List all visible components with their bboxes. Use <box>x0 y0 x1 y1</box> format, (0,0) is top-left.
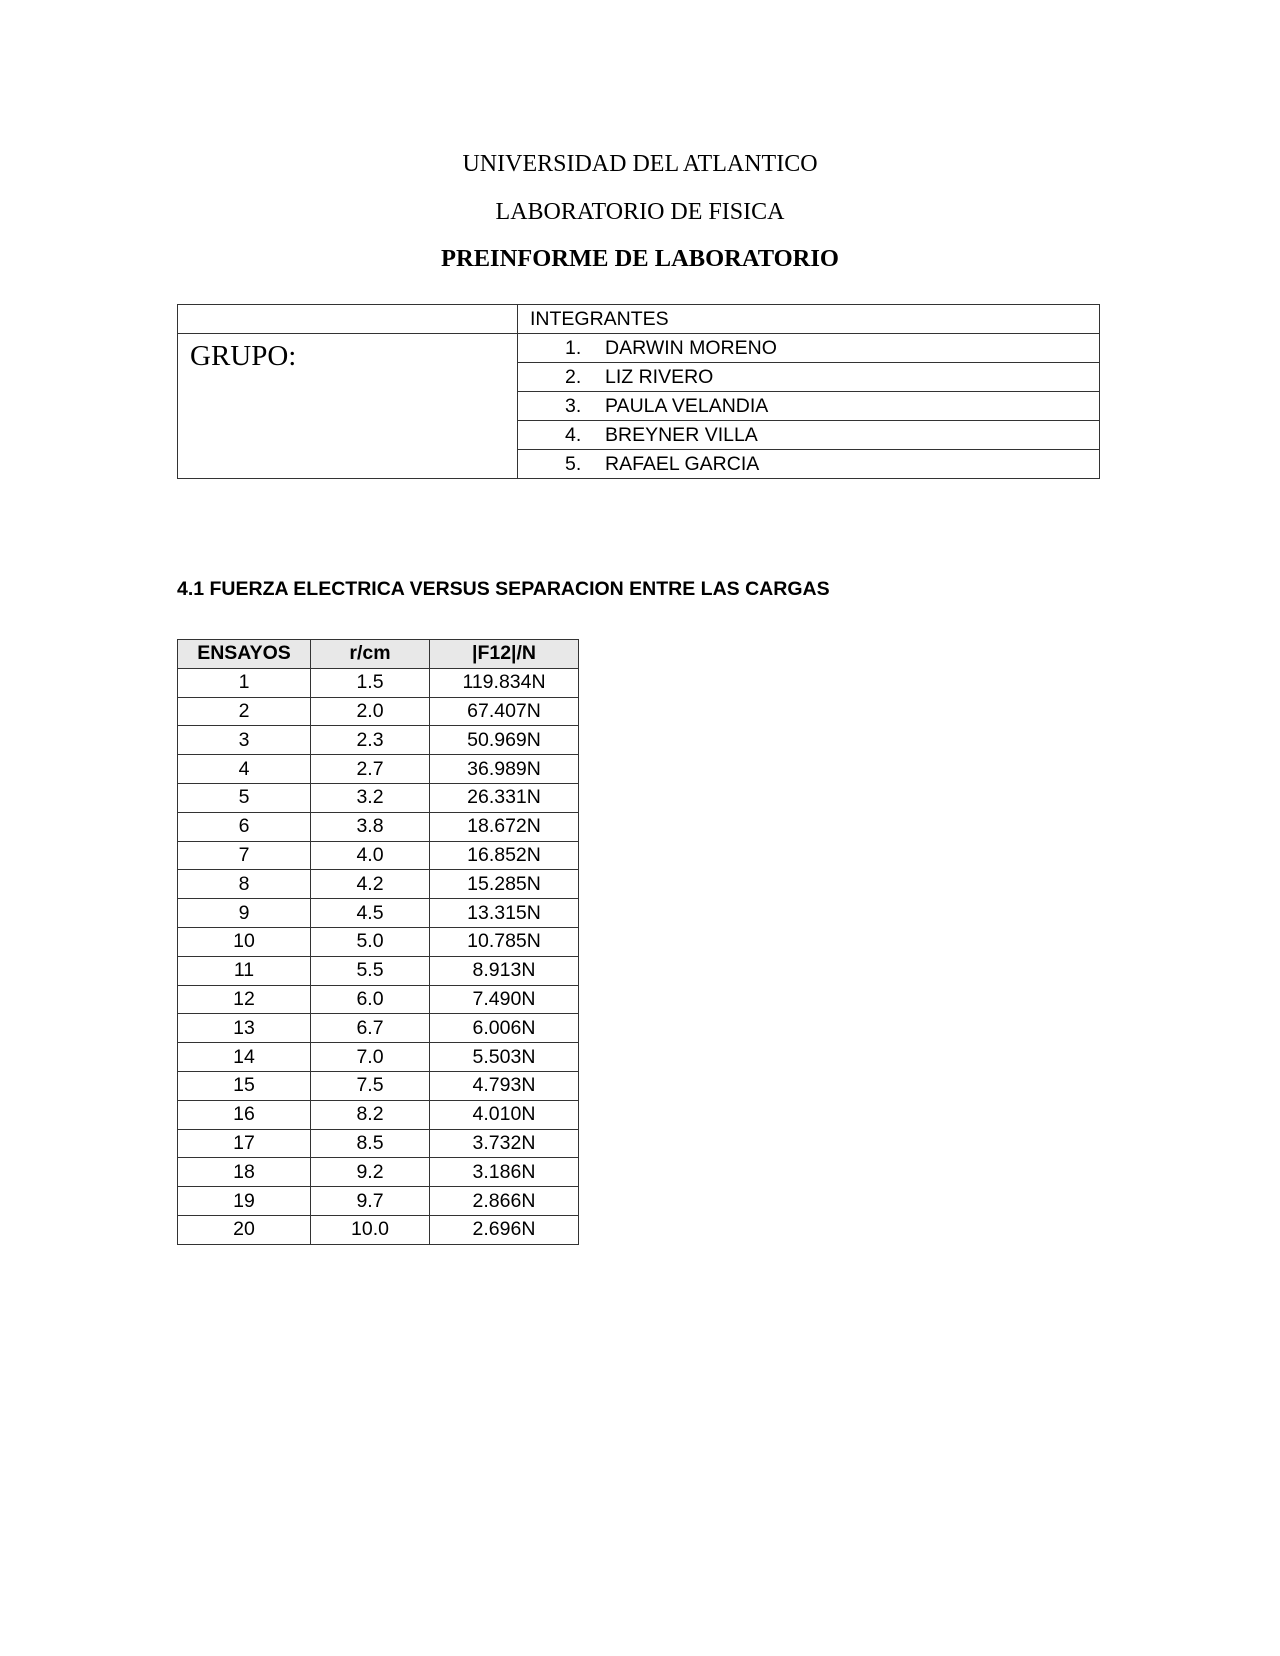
cell-ensayo: 10 <box>178 927 311 956</box>
group-members-table <box>177 304 1100 479</box>
table-row <box>178 956 579 985</box>
table-row <box>178 697 579 726</box>
cell-r: 8.5 <box>311 1129 430 1158</box>
cell-ensayo: 9 <box>178 899 311 928</box>
table-row <box>178 1187 579 1216</box>
cell-force: 6.006N <box>430 1014 579 1043</box>
section-heading: 4.1 FUERZA ELECTRICA VERSUS SEPARACION ENTRE LAS CARGAS <box>177 578 830 600</box>
member-name: RAFAEL GARCIA <box>605 453 760 475</box>
cell-ensayo: 8 <box>178 870 311 899</box>
cell-r: 5.5 <box>311 956 430 985</box>
force-data-table <box>177 639 579 1245</box>
table-row <box>178 755 579 784</box>
member-name: BREYNER VILLA <box>605 424 758 446</box>
cell-force: 2.696N <box>430 1215 579 1244</box>
table-row <box>178 985 579 1014</box>
cell-r: 4.0 <box>311 841 430 870</box>
cell-ensayo: 16 <box>178 1100 311 1129</box>
members-column <box>518 305 1099 478</box>
cell-ensayo: 14 <box>178 1043 311 1072</box>
member-row <box>518 392 1099 421</box>
table-row <box>178 899 579 928</box>
header-r: r/cm <box>311 640 430 669</box>
table-row <box>178 1129 579 1158</box>
table-row <box>178 668 579 697</box>
cell-force: 50.969N <box>430 726 579 755</box>
cell-force: 119.834N <box>430 668 579 697</box>
table-row <box>178 1215 579 1244</box>
cell-r: 2.7 <box>311 755 430 784</box>
cell-force: 3.186N <box>430 1158 579 1187</box>
cell-force: 10.785N <box>430 927 579 956</box>
cell-r: 6.7 <box>311 1014 430 1043</box>
cell-r: 1.5 <box>311 668 430 697</box>
table-row <box>178 1100 579 1129</box>
header-ensayos: ENSAYOS <box>178 640 311 669</box>
cell-ensayo: 7 <box>178 841 311 870</box>
cell-ensayo: 3 <box>178 726 311 755</box>
cell-ensayo: 11 <box>178 956 311 985</box>
cell-force: 7.490N <box>430 985 579 1014</box>
cell-r: 4.5 <box>311 899 430 928</box>
member-number: 2. <box>565 366 582 388</box>
cell-force: 15.285N <box>430 870 579 899</box>
cell-r: 2.0 <box>311 697 430 726</box>
cell-r: 9.7 <box>311 1187 430 1216</box>
cell-force: 8.913N <box>430 956 579 985</box>
member-row <box>518 334 1099 363</box>
member-number: 4. <box>565 424 582 446</box>
cell-r: 7.5 <box>311 1071 430 1100</box>
table-row <box>178 1158 579 1187</box>
member-name: DARWIN MORENO <box>605 337 777 359</box>
cell-r: 8.2 <box>311 1100 430 1129</box>
table-row <box>178 1014 579 1043</box>
cell-ensayo: 13 <box>178 1014 311 1043</box>
cell-force: 3.732N <box>430 1129 579 1158</box>
cell-force: 2.866N <box>430 1187 579 1216</box>
cell-ensayo: 2 <box>178 697 311 726</box>
cell-ensayo: 19 <box>178 1187 311 1216</box>
member-name: LIZ RIVERO <box>605 366 714 388</box>
table-body <box>178 668 579 1244</box>
cell-r: 5.0 <box>311 927 430 956</box>
cell-r: 3.2 <box>311 783 430 812</box>
member-number: 3. <box>565 395 582 417</box>
cell-ensayo: 6 <box>178 812 311 841</box>
cell-ensayo: 5 <box>178 783 311 812</box>
table-row <box>178 927 579 956</box>
cell-force: 13.315N <box>430 899 579 928</box>
cell-force: 26.331N <box>430 783 579 812</box>
cell-r: 3.8 <box>311 812 430 841</box>
cell-ensayo: 15 <box>178 1071 311 1100</box>
report-title: PREINFORME DE LABORATORIO <box>441 245 839 272</box>
cell-ensayo: 18 <box>178 1158 311 1187</box>
cell-force: 5.503N <box>430 1043 579 1072</box>
cell-force: 4.010N <box>430 1100 579 1129</box>
cell-ensayo: 1 <box>178 668 311 697</box>
cell-r: 6.0 <box>311 985 430 1014</box>
cell-r: 4.2 <box>311 870 430 899</box>
cell-ensayo: 4 <box>178 755 311 784</box>
cell-ensayo: 17 <box>178 1129 311 1158</box>
cell-ensayo: 20 <box>178 1215 311 1244</box>
table-row <box>178 1043 579 1072</box>
table-row <box>178 870 579 899</box>
table-header-row <box>178 640 579 669</box>
cell-force: 67.407N <box>430 697 579 726</box>
member-number: 5. <box>565 453 582 475</box>
cell-r: 9.2 <box>311 1158 430 1187</box>
cell-r: 7.0 <box>311 1043 430 1072</box>
cell-r: 2.3 <box>311 726 430 755</box>
member-name: PAULA VELANDIA <box>605 395 769 417</box>
lab-title: LABORATORIO DE FISICA <box>495 199 785 225</box>
header-force: |F12|/N <box>430 640 579 669</box>
table-row <box>178 1071 579 1100</box>
member-number: 1. <box>565 337 582 359</box>
university-title: UNIVERSIDAD DEL ATLANTICO <box>462 151 818 177</box>
member-row <box>518 363 1099 392</box>
cell-ensayo: 12 <box>178 985 311 1014</box>
table-row <box>178 812 579 841</box>
cell-r: 10.0 <box>311 1215 430 1244</box>
group-label: GRUPO: <box>190 340 297 372</box>
member-row <box>518 421 1099 450</box>
cell-force: 18.672N <box>430 812 579 841</box>
table-row <box>178 726 579 755</box>
group-cell-top <box>178 305 517 334</box>
table-row <box>178 783 579 812</box>
cell-force: 4.793N <box>430 1071 579 1100</box>
member-row <box>518 450 1099 479</box>
members-header: INTEGRANTES <box>518 305 1099 334</box>
cell-force: 36.989N <box>430 755 579 784</box>
cell-force: 16.852N <box>430 841 579 870</box>
table-row <box>178 841 579 870</box>
group-cell <box>178 305 518 478</box>
